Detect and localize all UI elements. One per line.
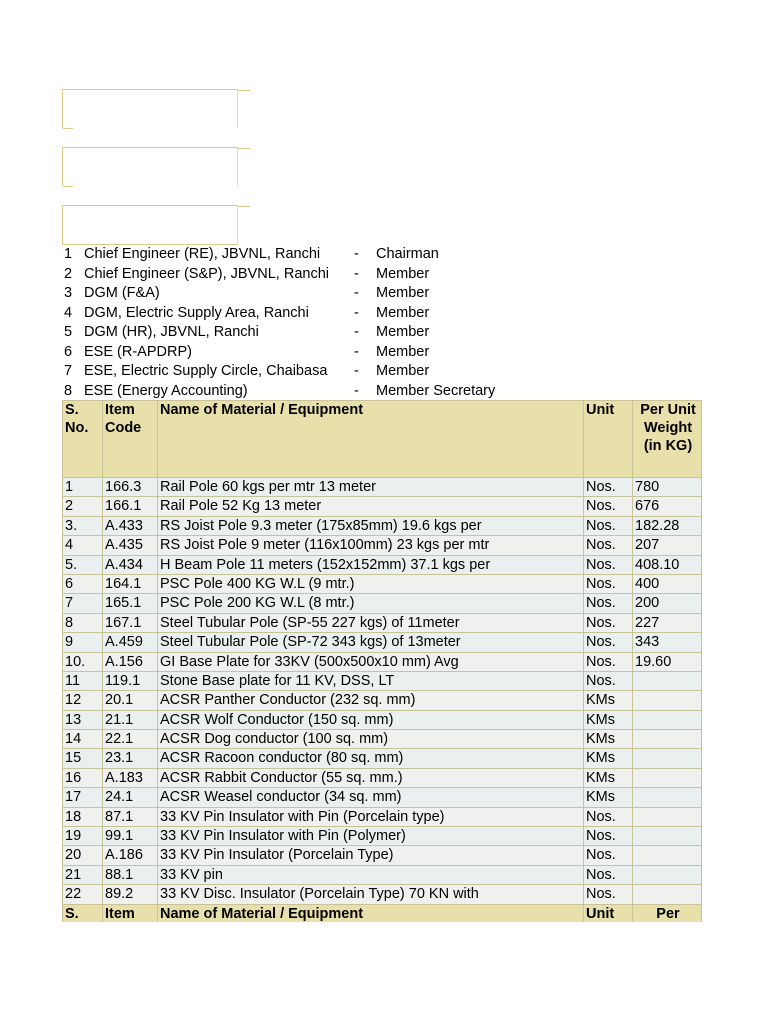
member-designation: Chief Engineer (RE), JBVNL, Ranchi (84, 246, 321, 262)
header-sno: S. No. (63, 401, 103, 478)
cell-unit-weight: 343 (633, 633, 702, 652)
cell-material-name: ACSR Weasel conductor (34 sq. mm) (158, 788, 584, 807)
member-designation: ESE (R-APDRP) (84, 343, 192, 360)
cell-material-name: ACSR Dog conductor (100 sq. mm) (158, 730, 584, 749)
cell-unit: Nos. (584, 846, 633, 865)
table-row (63, 555, 703, 574)
cell-cut-column (702, 652, 703, 671)
cell-cut-column (702, 691, 703, 710)
cell-sno: 2 (63, 497, 103, 516)
cell-unit: Nos. (584, 516, 633, 535)
header-material-name: Name of Material / Equipment (158, 401, 584, 478)
committee-member (64, 304, 564, 324)
member-role: Member Secretary (376, 382, 496, 399)
cell-unit: KMs (584, 730, 633, 749)
member-separator: - (354, 343, 359, 360)
cell-unit: Nos. (584, 613, 633, 632)
cell-material-name: Stone Base plate for 11 KV, DSS, LT (158, 671, 584, 690)
cell-unit: Nos. (584, 536, 633, 555)
member-designation: ESE, Electric Supply Circle, Chaibasa (84, 363, 328, 379)
cell-material-name: PSC Pole 400 KG W.L (9 mtr.) (158, 574, 584, 593)
cell-item-code: 164.1 (103, 574, 158, 593)
cell-item-code: A.183 (103, 768, 158, 787)
cell-sno: 9 (63, 633, 103, 652)
member-role: Chairman (376, 246, 439, 262)
cell-item-code: A.459 (103, 633, 158, 652)
cell-material-name: ACSR Wolf Conductor (150 sq. mm) (158, 710, 584, 729)
cell-material-name: 33 KV Pin Insulator with Pin (Porcelain type) (158, 807, 584, 826)
member-number: 4 (64, 304, 73, 321)
cell-material-name: ACSR Panther Conductor (232 sq. mm) (158, 691, 584, 710)
member-role: Member (376, 343, 430, 360)
committee-member (64, 343, 564, 363)
cell-item-code: 166.3 (103, 478, 158, 497)
cell-material-name: Steel Tubular Pole (SP-72 343 kgs) of 13meter (158, 633, 584, 652)
member-number: 8 (64, 382, 73, 399)
table-header-row-repeat (63, 904, 703, 922)
cell-unit: Nos. (584, 807, 633, 826)
cell-cut-column (702, 497, 703, 516)
cell-unit-weight (633, 807, 702, 826)
table-row (63, 768, 703, 787)
table-row (63, 865, 703, 884)
member-designation: ESE (Energy Accounting) (84, 382, 248, 399)
member-number: 3 (64, 285, 73, 301)
cell-unit-weight (633, 671, 702, 690)
table-row (63, 671, 703, 690)
header-box-2 (62, 147, 238, 186)
cell-cut-column (702, 633, 703, 652)
cell-material-name: Steel Tubular Pole (SP-55 227 kgs) of 11meter (158, 613, 584, 632)
member-role: Member (376, 363, 430, 379)
cell-unit: Nos. (584, 865, 633, 884)
cell-item-code: A.435 (103, 536, 158, 555)
cell-item-code: 165.1 (103, 594, 158, 613)
member-separator: - (354, 285, 359, 301)
member-number: 7 (64, 363, 73, 379)
member-role: Member (376, 304, 430, 321)
cell-item-code: 24.1 (103, 788, 158, 807)
table-row (63, 497, 703, 516)
header-sno: S. (63, 904, 103, 922)
header-unit-weight: Per Unit Weight (in KG) (633, 401, 702, 478)
cell-sno: 18 (63, 807, 103, 826)
cell-unit: Nos. (584, 594, 633, 613)
table-row (63, 574, 703, 593)
cell-material-name: Rail Pole 52 Kg 13 meter (158, 497, 584, 516)
member-separator: - (354, 363, 359, 379)
cell-item-code: 119.1 (103, 671, 158, 690)
cell-cut-column (702, 865, 703, 884)
cell-unit-weight (633, 730, 702, 749)
cell-unit: Nos. (584, 885, 633, 904)
cell-unit-weight: 227 (633, 613, 702, 632)
cell-unit: Nos. (584, 671, 633, 690)
cell-sno: 12 (63, 691, 103, 710)
table-row (63, 633, 703, 652)
table-row (63, 478, 703, 497)
header-cut-column (702, 904, 703, 922)
cell-material-name: 33 KV Disc. Insulator (Porcelain Type) 70 KN with (158, 885, 584, 904)
cell-cut-column (702, 536, 703, 555)
cell-sno: 14 (63, 730, 103, 749)
cell-item-code: A.433 (103, 516, 158, 535)
cell-sno: 10. (63, 652, 103, 671)
cell-sno: 11 (63, 671, 103, 690)
cell-material-name: RS Joist Pole 9.3 meter (175x85mm) 19.6 kgs per (158, 516, 584, 535)
member-role: Member (376, 324, 430, 340)
cell-material-name: 33 KV pin (158, 865, 584, 884)
committee-member (64, 265, 564, 285)
cell-cut-column (702, 807, 703, 826)
cell-sno: 7 (63, 594, 103, 613)
cell-item-code: 167.1 (103, 613, 158, 632)
cell-sno: 22 (63, 885, 103, 904)
member-role: Member (376, 265, 430, 282)
cell-material-name: Rail Pole 60 kgs per mtr 13 meter (158, 478, 584, 497)
cell-unit: Nos. (584, 555, 633, 574)
cell-sno: 15 (63, 749, 103, 768)
cell-cut-column (702, 749, 703, 768)
cell-unit: KMs (584, 710, 633, 729)
table-row (63, 827, 703, 846)
cell-unit-weight (633, 827, 702, 846)
member-separator: - (354, 265, 359, 282)
cell-unit: Nos. (584, 574, 633, 593)
header-material-name: Name of Material / Equipment (158, 904, 584, 922)
table-row (63, 788, 703, 807)
cell-sno: 21 (63, 865, 103, 884)
member-separator: - (354, 304, 359, 321)
table-row (63, 652, 703, 671)
member-number: 6 (64, 343, 73, 360)
cell-material-name: ACSR Racoon conductor (80 sq. mm) (158, 749, 584, 768)
cell-item-code: 89.2 (103, 885, 158, 904)
table-row (63, 691, 703, 710)
cell-item-code: 88.1 (103, 865, 158, 884)
member-number: 1 (64, 246, 73, 262)
cell-unit-weight (633, 710, 702, 729)
committee-member (64, 382, 564, 402)
member-separator: - (354, 324, 359, 340)
cell-item-code: A.186 (103, 846, 158, 865)
committee-member (64, 245, 564, 265)
cell-sno: 20 (63, 846, 103, 865)
cell-unit-weight (633, 768, 702, 787)
header-box-1 (62, 89, 238, 128)
cell-material-name: ACSR Rabbit Conductor (55 sq. mm.) (158, 768, 584, 787)
header-unit: Unit (584, 904, 633, 922)
cell-item-code: A.434 (103, 555, 158, 574)
cell-sno: 17 (63, 788, 103, 807)
cell-unit-weight: 780 (633, 478, 702, 497)
table-row (63, 807, 703, 826)
table-row (63, 885, 703, 904)
member-separator: - (354, 246, 359, 262)
header-item-code: Item (103, 904, 158, 922)
cell-sno: 6 (63, 574, 103, 593)
committee-list (64, 245, 564, 401)
cell-sno: 4 (63, 536, 103, 555)
cell-cut-column (702, 478, 703, 497)
member-designation: DGM, Electric Supply Area, Ranchi (84, 304, 309, 321)
table-row (63, 710, 703, 729)
cell-material-name: GI Base Plate for 33KV (500x500x10 mm) Avg (158, 652, 584, 671)
table-row (63, 730, 703, 749)
cell-unit: Nos. (584, 633, 633, 652)
cell-cut-column (702, 613, 703, 632)
cell-sno: 13 (63, 710, 103, 729)
cell-unit: Nos. (584, 497, 633, 516)
member-role: Member (376, 285, 430, 301)
cell-unit: Nos. (584, 478, 633, 497)
cell-unit-weight: 207 (633, 536, 702, 555)
cell-unit: Nos. (584, 652, 633, 671)
cell-material-name: H Beam Pole 11 meters (152x152mm) 37.1 kgs per (158, 555, 584, 574)
header-unit-weight: Per (633, 904, 702, 922)
cell-item-code: 20.1 (103, 691, 158, 710)
cell-material-name: 33 KV Pin Insulator with Pin (Polymer) (158, 827, 584, 846)
committee-member (64, 284, 564, 304)
cell-unit-weight (633, 691, 702, 710)
cell-unit: Nos. (584, 827, 633, 846)
cell-cut-column (702, 827, 703, 846)
cell-cut-column (702, 671, 703, 690)
member-designation: DGM (HR), JBVNL, Ranchi (84, 324, 259, 340)
cell-unit-weight: 400 (633, 574, 702, 593)
cell-unit-weight: 182.28 (633, 516, 702, 535)
cell-item-code: 99.1 (103, 827, 158, 846)
cell-sno: 8 (63, 613, 103, 632)
table-row (63, 846, 703, 865)
cell-sno: 1 (63, 478, 103, 497)
cell-material-name: PSC Pole 200 KG W.L (8 mtr.) (158, 594, 584, 613)
member-designation: Chief Engineer (S&P), JBVNL, Ranchi (84, 265, 329, 282)
cell-cut-column (702, 788, 703, 807)
cell-cut-column (702, 594, 703, 613)
cell-item-code: A.156 (103, 652, 158, 671)
cell-sno: 3. (63, 516, 103, 535)
materials-table-wrapper (62, 400, 702, 922)
cell-unit-weight (633, 788, 702, 807)
member-designation: DGM (F&A) (84, 285, 160, 301)
table-row (63, 749, 703, 768)
table-header-row (63, 401, 703, 478)
materials-table (62, 400, 702, 922)
cell-item-code: 23.1 (103, 749, 158, 768)
cell-unit-weight: 408.10 (633, 555, 702, 574)
committee-member (64, 362, 564, 382)
cell-unit-weight: 200 (633, 594, 702, 613)
cell-sno: 5. (63, 555, 103, 574)
cell-unit-weight (633, 865, 702, 884)
cell-unit-weight (633, 846, 702, 865)
cell-item-code: 22.1 (103, 730, 158, 749)
committee-member (64, 323, 564, 343)
cell-unit-weight: 676 (633, 497, 702, 516)
table-row (63, 516, 703, 535)
cell-unit: KMs (584, 691, 633, 710)
cell-sno: 16 (63, 768, 103, 787)
member-number: 5 (64, 324, 73, 340)
cell-unit-weight (633, 885, 702, 904)
header-item-code: Item Code (103, 401, 158, 478)
table-row (63, 594, 703, 613)
cell-item-code: 87.1 (103, 807, 158, 826)
cell-cut-column (702, 555, 703, 574)
cell-material-name: 33 KV Pin Insulator (Porcelain Type) (158, 846, 584, 865)
member-number: 2 (64, 265, 73, 282)
member-separator: - (354, 382, 359, 399)
cell-cut-column (702, 846, 703, 865)
cell-unit-weight: 19.60 (633, 652, 702, 671)
header-unit: Unit (584, 401, 633, 478)
table-row (63, 613, 703, 632)
table-row (63, 536, 703, 555)
cell-cut-column (702, 885, 703, 904)
cell-unit-weight (633, 749, 702, 768)
cell-cut-column (702, 710, 703, 729)
cell-unit: KMs (584, 749, 633, 768)
header-cut-column (702, 401, 703, 478)
cell-cut-column (702, 768, 703, 787)
cell-unit: KMs (584, 788, 633, 807)
cell-cut-column (702, 516, 703, 535)
cell-item-code: 166.1 (103, 497, 158, 516)
cell-cut-column (702, 574, 703, 593)
cell-cut-column (702, 730, 703, 749)
cell-sno: 19 (63, 827, 103, 846)
cell-item-code: 21.1 (103, 710, 158, 729)
cell-unit: KMs (584, 768, 633, 787)
header-box-3 (62, 205, 238, 245)
cell-material-name: RS Joist Pole 9 meter (116x100mm) 23 kgs per mtr (158, 536, 584, 555)
